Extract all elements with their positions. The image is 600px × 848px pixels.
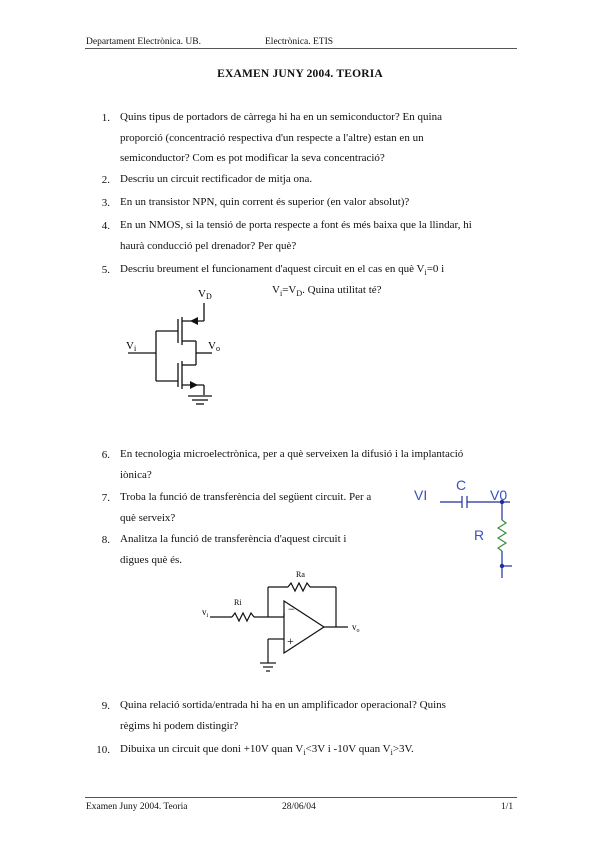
rc-vi-label: VI — [414, 487, 428, 503]
vi-label: Vi — [126, 340, 137, 353]
question-text: En un NMOS, si la tensió de porta respecte a font és més baixa que la llindar, hi haurà conducció pel drenador? Per què? — [120, 219, 472, 252]
vo-label: Vo — [208, 340, 220, 353]
rc-highpass-diagram — [410, 470, 520, 585]
header-left: Departament Electrònica. UB. — [86, 37, 202, 47]
question-text: Descriu un circuit rectificador de mitja ona. — [120, 173, 313, 185]
cmos-inverter-diagram — [120, 285, 230, 415]
header-center: Electrònica. ETIS — [265, 37, 334, 47]
question-number: 3. — [101, 197, 110, 209]
opamp-plus-sign: + — [287, 634, 294, 648]
footer-date: 28/06/04 — [282, 802, 316, 812]
question-text-line2: $V_i=V_D$. Quina utilitat té? — [272, 284, 382, 299]
question-text: Quina relació sortida/entrada hi ha en un amplificador operacional? Quins règims hi podem distingir? — [120, 699, 446, 732]
opamp-vout-label: $v_o$ — [352, 622, 360, 634]
question-text: Dibuixa un circuit que doni +10V quan $V_i<3V$ i -10V quan $V_i>3V$. — [120, 743, 414, 758]
question-text: En un transistor NPN, quin corrent és superior (en valor absolut)? — [120, 196, 410, 208]
opamp-inverting-diagram — [196, 565, 376, 675]
question-text: Analitza la funció de transferència d'aquest circuit i digues què és. — [120, 533, 347, 566]
question-text: Troba la funció de transferència del següent circuit. Per a què serveix? — [120, 491, 372, 524]
question-number: 1. — [101, 112, 110, 124]
question-number: 4. — [101, 220, 110, 232]
question-number: 10. — [96, 744, 110, 756]
rc-c-label: C — [456, 477, 467, 493]
opamp-ra-label: Ra — [296, 570, 305, 579]
question-text: En tecnologia microelectrònica, per a què serveixen la difusió i la implantació iònica? — [120, 448, 464, 481]
question-number: 8. — [101, 534, 110, 546]
question-text: Quins tipus de portadors de càrrega hi ha en un semiconductor? En quina proporció (concentració respectiva d'un respecte a l'altre) estan en un semiconductor? Com es pot modificar la seva concentració? — [120, 111, 442, 164]
rc-vo-label: V0 — [490, 487, 508, 503]
rc-r-label: R — [474, 527, 485, 543]
question-number: 5. — [101, 264, 110, 276]
footer-page: 1/1 — [501, 802, 514, 812]
opamp-minus-sign: − — [288, 602, 295, 616]
question-number: 9. — [101, 700, 110, 712]
opamp-ri-label: Ri — [234, 598, 242, 607]
question-number: 6. — [101, 449, 110, 461]
vd-label: VD — [198, 288, 212, 301]
page-title: EXAMEN JUNY 2004. TEORIA — [217, 68, 383, 80]
header-rule — [85, 48, 517, 49]
footer-rule — [85, 797, 517, 798]
question-text-line1: Descriu breument el funcionament d'aquest circuit en el cas en què $V_i=0$ i — [120, 263, 445, 278]
question-number: 2. — [101, 174, 110, 186]
footer-left: Examen Juny 2004. Teoria — [86, 802, 188, 812]
question-number: 7. — [101, 492, 110, 504]
opamp-vin-label: $v_i$ — [202, 607, 209, 619]
